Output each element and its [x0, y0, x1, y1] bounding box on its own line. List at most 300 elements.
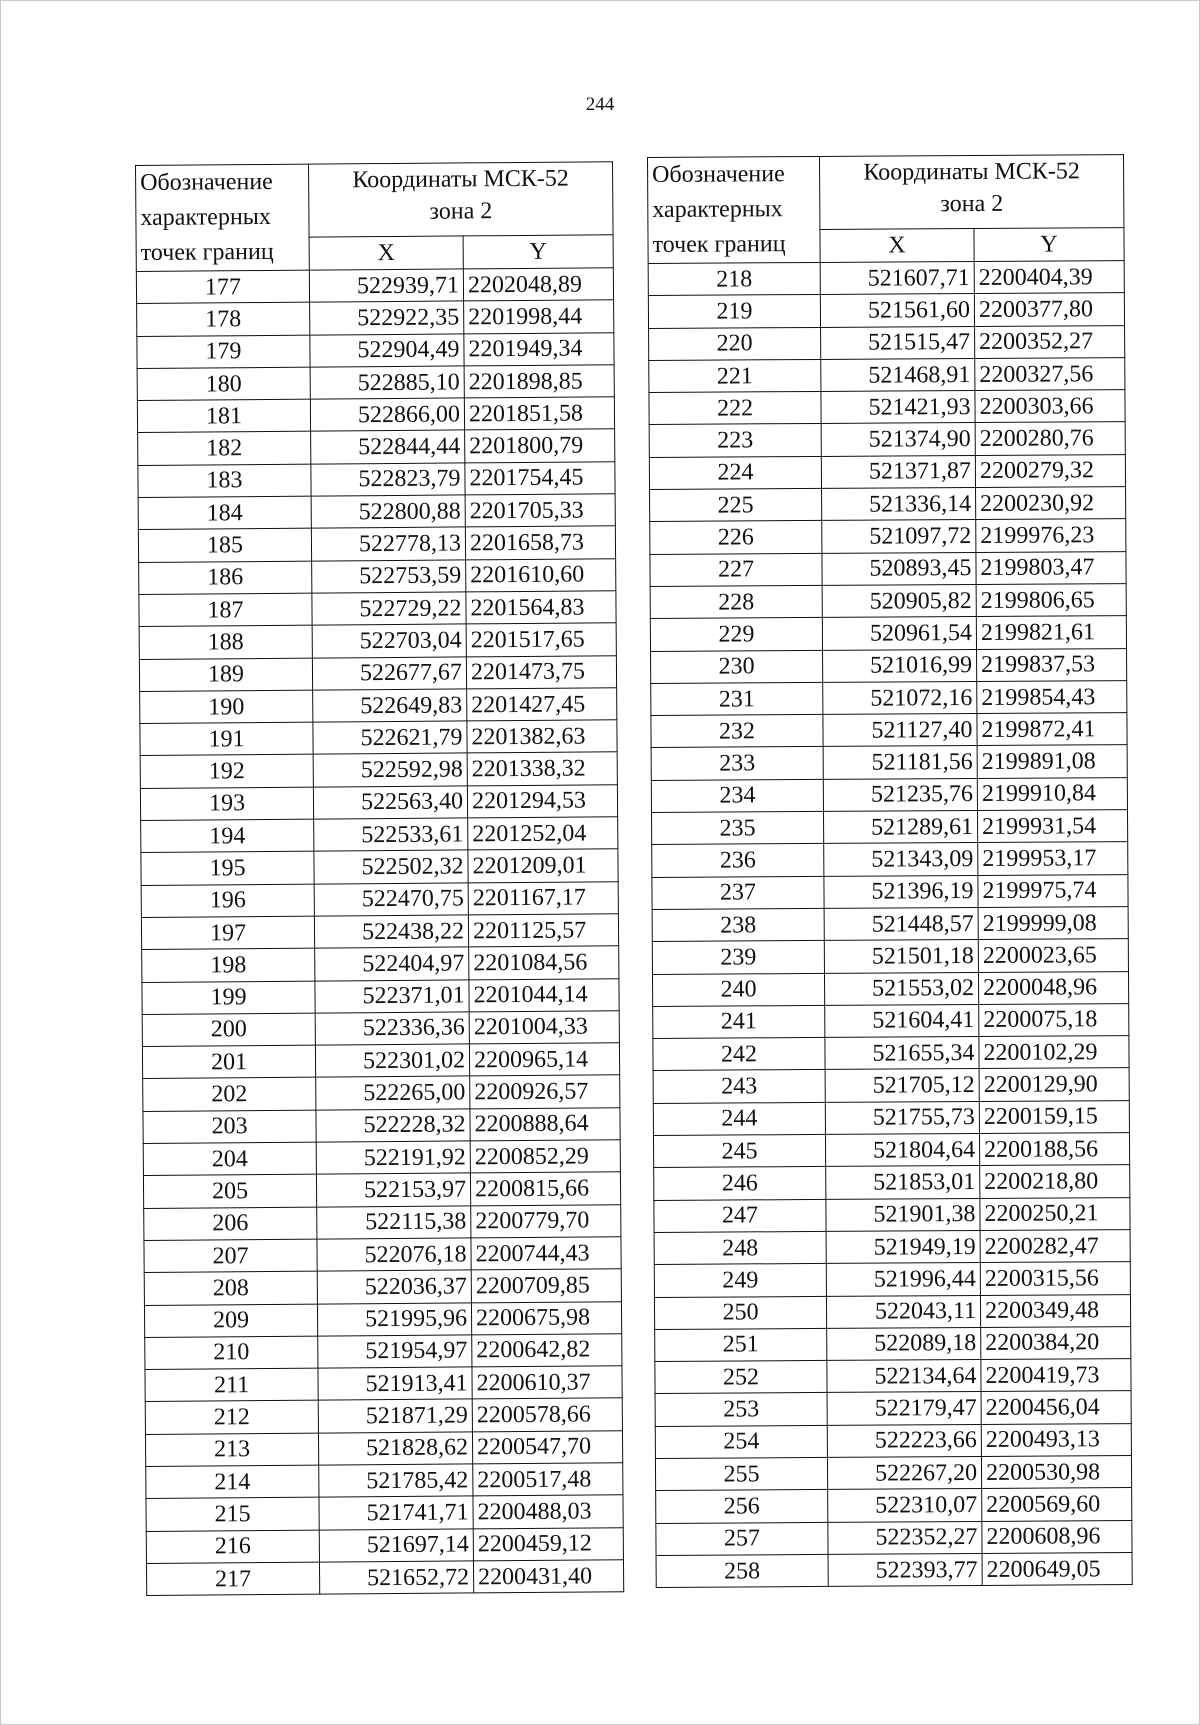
- x-coordinate-cell: 521995,96: [317, 1302, 471, 1336]
- coordinates-table-body: [136, 268, 623, 1596]
- table-row: [145, 1430, 622, 1466]
- x-coordinate-cell: 522301,02: [315, 1044, 469, 1078]
- points-column-header: [648, 156, 821, 263]
- point-number-cell: 220: [649, 327, 821, 360]
- x-coordinate-cell: 521448,57: [824, 907, 978, 940]
- point-number-cell: 181: [137, 399, 310, 433]
- y-coordinate-cell: 2200779,70: [471, 1204, 621, 1237]
- x-coordinate-cell: 522267,20: [827, 1456, 981, 1489]
- y-coordinate-cell: 2201517,65: [466, 623, 616, 656]
- table-row: [650, 584, 1126, 619]
- x-coordinate-cell: 522115,38: [317, 1206, 471, 1240]
- y-coordinate-cell: 2200744,43: [471, 1237, 621, 1270]
- x-coordinate-cell: 522228,32: [316, 1109, 470, 1143]
- y-coordinate-cell: 2199999,08: [978, 907, 1128, 940]
- y-column-header: Y: [974, 228, 1124, 262]
- table-row: [145, 1366, 622, 1402]
- point-number-cell: 229: [650, 618, 822, 651]
- x-coordinate-cell: 521996,44: [826, 1263, 980, 1296]
- point-number-cell: 183: [138, 464, 311, 498]
- x-coordinate-cell: 522844,44: [311, 430, 465, 464]
- y-coordinate-cell: 2199910,84: [977, 777, 1127, 810]
- table-row: [138, 494, 615, 530]
- coordinates-group-header: [819, 155, 1123, 230]
- x-coordinate-cell: 521127,40: [823, 714, 977, 747]
- point-number-cell: 180: [137, 367, 310, 401]
- y-coordinate-cell: 2200075,18: [979, 1003, 1129, 1036]
- x-coordinate-cell: 521289,61: [824, 811, 978, 844]
- x-coordinate-cell: 521853,01: [826, 1166, 980, 1199]
- table-row: [146, 1463, 623, 1499]
- table-row: [137, 365, 614, 401]
- coordinates-header-line: зона 2: [940, 190, 1004, 218]
- point-number-cell: 204: [143, 1142, 316, 1176]
- x-coordinate-cell: 521705,12: [825, 1069, 979, 1102]
- table-row: [654, 1294, 1130, 1329]
- points-column-header: [136, 164, 310, 271]
- x-coordinate-cell: 521371,87: [821, 455, 975, 488]
- y-coordinate-cell: 2200230,92: [976, 487, 1126, 520]
- point-number-cell: 217: [146, 1562, 319, 1596]
- x-coordinate-cell: 521652,72: [319, 1561, 473, 1595]
- table-row: [137, 300, 614, 336]
- point-number-cell: 197: [141, 916, 314, 950]
- table-row: [143, 1172, 620, 1208]
- point-number-cell: 235: [652, 811, 824, 844]
- point-number-cell: 185: [138, 529, 311, 563]
- x-coordinate-cell: 521561,60: [820, 294, 974, 327]
- coordinates-header-line: зона 2: [429, 198, 493, 225]
- coordinates-group-header: [308, 162, 613, 238]
- point-number-cell: 216: [146, 1530, 319, 1564]
- point-number-cell: 201: [142, 1045, 315, 1079]
- table-row: [651, 713, 1127, 748]
- table-row: [649, 357, 1125, 392]
- y-coordinate-cell: 2201610,60: [466, 558, 616, 591]
- y-coordinate-cell: 2200250,21: [980, 1197, 1130, 1230]
- table-row: [138, 429, 615, 465]
- point-number-cell: 196: [141, 884, 314, 918]
- y-coordinate-cell: 2201754,45: [465, 462, 615, 495]
- y-coordinate-cell: 2200315,56: [980, 1262, 1130, 1295]
- x-coordinate-cell: 522470,75: [314, 883, 468, 917]
- point-number-cell: 242: [653, 1038, 825, 1071]
- y-coordinate-cell: 2200377,80: [974, 293, 1124, 326]
- x-coordinate-cell: 521697,14: [319, 1528, 473, 1562]
- point-number-cell: 227: [650, 553, 822, 586]
- x-coordinate-cell: 521755,73: [825, 1101, 979, 1134]
- y-coordinate-cell: 2201427,45: [467, 688, 617, 721]
- table-row: [652, 842, 1128, 877]
- y-coordinate-cell: 2200649,05: [982, 1552, 1132, 1585]
- x-coordinate-cell: 522800,88: [311, 495, 465, 529]
- x-column-header: X: [309, 236, 463, 270]
- y-coordinate-cell: 2200852,29: [470, 1140, 620, 1173]
- x-coordinate-cell: 522563,40: [313, 786, 467, 820]
- table-row: [139, 558, 616, 594]
- x-coordinate-cell: 522404,97: [315, 947, 469, 981]
- table-row: [656, 1520, 1132, 1555]
- table-row: [143, 1140, 620, 1176]
- table-row: [143, 1075, 620, 1111]
- table-row: [140, 720, 617, 756]
- y-coordinate-cell: 2200569,60: [982, 1488, 1132, 1521]
- x-coordinate-cell: 521097,72: [822, 520, 976, 553]
- table-row: [139, 591, 616, 627]
- y-coordinate-cell: 2201125,57: [468, 914, 618, 947]
- y-coordinate-cell: 2201705,33: [465, 494, 615, 527]
- x-coordinate-cell: 521374,90: [821, 423, 975, 456]
- table-row: [146, 1560, 623, 1596]
- point-number-cell: 219: [648, 295, 820, 328]
- table-row: [139, 623, 616, 659]
- x-coordinate-cell: 522778,13: [311, 527, 465, 561]
- y-coordinate-cell: 2201167,17: [468, 881, 618, 914]
- table-row: [653, 1100, 1129, 1135]
- point-number-cell: 234: [651, 779, 823, 812]
- x-coordinate-cell: 521954,97: [318, 1335, 472, 1369]
- table-row: [141, 881, 618, 917]
- coordinates-header-line: Координаты МСК-52: [863, 158, 1080, 186]
- point-number-cell: 198: [142, 948, 315, 982]
- page-number: 244: [585, 94, 615, 115]
- x-coordinate-cell: 521785,42: [319, 1464, 473, 1498]
- x-coordinate-cell: 520893,45: [822, 552, 976, 585]
- point-number-cell: 246: [654, 1167, 826, 1200]
- table-row: [652, 810, 1128, 845]
- x-coordinate-cell: 521336,14: [822, 488, 976, 521]
- table-row: [145, 1334, 622, 1370]
- x-coordinate-cell: 522438,22: [314, 915, 468, 949]
- table-row: [651, 680, 1127, 715]
- coordinates-table-body: [648, 261, 1132, 1588]
- point-number-cell: 214: [146, 1465, 319, 1499]
- coordinates-table-left: [135, 161, 624, 1596]
- y-coordinate-cell: 2200279,32: [975, 454, 1125, 487]
- x-coordinate-cell: 521468,91: [821, 358, 975, 391]
- point-number-cell: 257: [656, 1522, 828, 1555]
- x-coordinate-cell: 522336,36: [315, 1012, 469, 1046]
- y-coordinate-cell: 2200303,66: [975, 390, 1125, 423]
- point-number-cell: 247: [654, 1199, 826, 1232]
- point-number-cell: 218: [648, 262, 820, 295]
- y-coordinate-cell: 2200578,66: [472, 1398, 622, 1431]
- point-number-cell: 224: [649, 456, 821, 489]
- table-row: [649, 325, 1125, 360]
- y-coordinate-cell: 2201209,01: [468, 849, 618, 882]
- table-row: [653, 1133, 1129, 1168]
- table-row: [653, 1036, 1129, 1071]
- point-number-cell: 209: [144, 1304, 317, 1338]
- table-row: [651, 777, 1127, 812]
- table-row: [649, 454, 1125, 489]
- point-number-cell: 244: [653, 1102, 825, 1135]
- point-number-cell: 182: [138, 432, 311, 466]
- point-number-cell: 245: [653, 1134, 825, 1167]
- point-number-cell: 223: [649, 424, 821, 457]
- x-coordinate-cell: 522621,79: [313, 721, 467, 755]
- point-number-cell: 195: [141, 851, 314, 885]
- x-coordinate-cell: 521604,41: [825, 1004, 979, 1037]
- table-row: [648, 261, 1124, 296]
- x-coordinate-cell: 522036,37: [317, 1270, 471, 1304]
- x-coordinate-cell: 521396,19: [824, 875, 978, 908]
- point-number-cell: 228: [650, 585, 822, 618]
- x-coordinate-cell: 522939,71: [309, 269, 463, 303]
- y-coordinate-cell: 2200023,65: [978, 939, 1128, 972]
- y-coordinate-cell: 2200926,57: [470, 1075, 620, 1108]
- table-row: [651, 745, 1127, 780]
- x-coordinate-cell: 521016,99: [823, 649, 977, 682]
- table-row: [653, 1068, 1129, 1103]
- point-number-cell: 233: [651, 747, 823, 780]
- table-row: [649, 390, 1125, 425]
- y-coordinate-cell: 2200459,12: [473, 1527, 623, 1560]
- table-row: [142, 946, 619, 982]
- x-coordinate-cell: 522885,10: [310, 366, 464, 400]
- table-row: [146, 1527, 623, 1563]
- x-coordinate-cell: 521655,34: [825, 1037, 979, 1070]
- x-coordinate-cell: 521901,38: [826, 1198, 980, 1231]
- y-coordinate-cell: 2200488,03: [473, 1495, 623, 1528]
- x-coordinate-cell: 521515,47: [821, 326, 975, 359]
- table-row: [651, 648, 1127, 683]
- table-row: [655, 1391, 1131, 1426]
- point-number-cell: 243: [653, 1070, 825, 1103]
- table-row: [136, 268, 613, 304]
- point-number-cell: 205: [143, 1174, 316, 1208]
- table-row: [655, 1423, 1131, 1458]
- table-row: [656, 1488, 1132, 1523]
- y-coordinate-cell: 2199806,65: [976, 584, 1126, 617]
- points-header-line: точек границ: [140, 238, 274, 266]
- table-row: [137, 397, 614, 433]
- table-row: [139, 655, 616, 691]
- point-number-cell: 258: [656, 1554, 828, 1587]
- y-coordinate-cell: 2200349,48: [980, 1294, 1130, 1327]
- x-coordinate-cell: 521421,93: [821, 391, 975, 424]
- y-coordinate-cell: 2200675,98: [471, 1301, 621, 1334]
- point-number-cell: 189: [139, 658, 312, 692]
- x-coordinate-cell: 522265,00: [316, 1076, 470, 1110]
- x-coordinate-cell: 520961,54: [822, 617, 976, 650]
- x-coordinate-cell: 521343,09: [824, 843, 978, 876]
- point-number-cell: 237: [652, 876, 824, 909]
- point-number-cell: 211: [145, 1368, 318, 1402]
- point-number-cell: 200: [142, 1013, 315, 1047]
- y-coordinate-cell: 2200642,82: [472, 1334, 622, 1367]
- point-number-cell: 179: [137, 335, 310, 369]
- x-coordinate-cell: 522179,47: [827, 1392, 981, 1425]
- coordinates-header-line: Координаты МСК-52: [352, 165, 569, 194]
- point-number-cell: 208: [144, 1271, 317, 1305]
- point-number-cell: 213: [145, 1433, 318, 1467]
- x-coordinate-cell: 522089,18: [827, 1327, 981, 1360]
- x-coordinate-cell: 522191,92: [316, 1141, 470, 1175]
- x-coordinate-cell: 521072,16: [823, 681, 977, 714]
- table-row: [655, 1359, 1131, 1394]
- table-row: [138, 462, 615, 498]
- table-row: [137, 332, 614, 368]
- point-number-cell: 238: [652, 908, 824, 941]
- table-row: [652, 874, 1128, 909]
- point-number-cell: 252: [655, 1361, 827, 1394]
- point-number-cell: 188: [139, 625, 312, 659]
- y-coordinate-cell: 2200159,15: [979, 1100, 1129, 1133]
- table-row: [144, 1204, 621, 1240]
- y-coordinate-cell: 2200965,14: [469, 1043, 619, 1076]
- x-coordinate-cell: 520905,82: [822, 584, 976, 617]
- point-number-cell: 215: [146, 1497, 319, 1531]
- y-coordinate-cell: 2199976,23: [976, 519, 1126, 552]
- table-row: [654, 1165, 1130, 1200]
- y-coordinate-cell: 2201564,83: [466, 591, 616, 624]
- point-number-cell: 222: [649, 392, 821, 425]
- point-number-cell: 199: [142, 981, 315, 1015]
- table-row: [652, 971, 1128, 1006]
- x-coordinate-cell: 522533,61: [314, 818, 468, 852]
- point-number-cell: 239: [652, 941, 824, 974]
- y-coordinate-cell: 2200048,96: [978, 971, 1128, 1004]
- y-coordinate-cell: 2200129,90: [979, 1068, 1129, 1101]
- y-coordinate-cell: 2199975,74: [978, 874, 1128, 907]
- table-row: [650, 616, 1126, 651]
- point-number-cell: 193: [140, 787, 313, 821]
- table-row: [140, 784, 617, 820]
- table-row: [654, 1262, 1130, 1297]
- point-number-cell: 249: [654, 1264, 826, 1297]
- point-number-cell: 192: [140, 755, 313, 789]
- x-coordinate-cell: 522043,11: [826, 1295, 980, 1328]
- x-coordinate-cell: 521501,18: [824, 940, 978, 973]
- y-coordinate-cell: 2201294,53: [467, 784, 617, 817]
- table-row: [138, 526, 615, 562]
- point-number-cell: 194: [141, 819, 314, 853]
- table-row: [140, 752, 617, 788]
- points-header-line: Обозначение: [652, 161, 785, 188]
- table-row: [144, 1301, 621, 1337]
- point-number-cell: 230: [651, 650, 823, 683]
- table-row: [142, 1043, 619, 1079]
- x-coordinate-cell: 521804,64: [825, 1134, 979, 1167]
- point-number-cell: 221: [649, 359, 821, 392]
- x-coordinate-cell: 522866,00: [310, 398, 464, 432]
- x-coordinate-cell: 522310,07: [828, 1489, 982, 1522]
- points-header-line: Обозначение: [140, 168, 273, 196]
- point-number-cell: 187: [139, 593, 312, 627]
- y-coordinate-cell: 2199891,08: [977, 745, 1127, 778]
- point-number-cell: 225: [650, 489, 822, 522]
- point-number-cell: 226: [650, 521, 822, 554]
- point-number-cell: 186: [139, 561, 312, 595]
- point-number-cell: 250: [654, 1296, 826, 1329]
- point-number-cell: 255: [655, 1457, 827, 1490]
- x-coordinate-cell: 521553,02: [824, 972, 978, 1005]
- point-number-cell: 241: [653, 1005, 825, 1038]
- x-coordinate-cell: 521871,29: [318, 1399, 472, 1433]
- table-row: [145, 1398, 622, 1434]
- table-row: [648, 293, 1124, 328]
- y-coordinate-cell: 2200218,80: [980, 1165, 1130, 1198]
- x-coordinate-cell: 522592,98: [313, 753, 467, 787]
- table-row: [652, 907, 1128, 942]
- y-column-header: Y: [463, 235, 613, 269]
- table-row: [144, 1237, 621, 1273]
- x-coordinate-cell: 521949,19: [826, 1230, 980, 1263]
- x-coordinate-cell: 521181,56: [823, 746, 977, 779]
- point-number-cell: 236: [652, 844, 824, 877]
- y-coordinate-cell: 2200530,98: [981, 1456, 1131, 1489]
- y-coordinate-cell: 2200102,29: [979, 1036, 1129, 1069]
- coordinates-table-right: [647, 154, 1133, 1588]
- x-coordinate-cell: 522393,77: [828, 1553, 982, 1586]
- x-coordinate-cell: 522352,27: [828, 1521, 982, 1554]
- y-coordinate-cell: 2201252,04: [468, 817, 618, 850]
- x-coordinate-cell: 522753,59: [312, 560, 466, 594]
- x-coordinate-cell: 522371,01: [315, 979, 469, 1013]
- x-coordinate-cell: 522703,04: [312, 624, 466, 658]
- table-row: [146, 1495, 623, 1531]
- x-coordinate-cell: 521741,71: [319, 1496, 473, 1530]
- y-coordinate-cell: 2201004,33: [469, 1011, 619, 1044]
- y-coordinate-cell: 2200384,20: [981, 1326, 1131, 1359]
- x-coordinate-cell: 521235,76: [823, 778, 977, 811]
- point-number-cell: 190: [140, 690, 313, 724]
- x-coordinate-cell: 522729,22: [312, 592, 466, 626]
- x-coordinate-cell: 522677,67: [312, 656, 466, 690]
- x-coordinate-cell: 522223,66: [827, 1424, 981, 1457]
- points-header-line: характерных: [652, 196, 783, 223]
- y-coordinate-cell: 2201949,34: [464, 332, 614, 365]
- table-row: [655, 1456, 1131, 1491]
- y-coordinate-cell: 2200547,70: [472, 1430, 622, 1463]
- y-coordinate-cell: 2200888,64: [470, 1107, 620, 1140]
- point-number-cell: 184: [138, 496, 311, 530]
- y-coordinate-cell: 2200404,39: [974, 261, 1124, 294]
- table-row: [652, 939, 1128, 974]
- x-coordinate-cell: 521913,41: [318, 1367, 472, 1401]
- x-coordinate-cell: 522904,49: [310, 334, 464, 368]
- table-row: [649, 422, 1125, 457]
- point-number-cell: 240: [652, 973, 824, 1006]
- table-row: [656, 1552, 1132, 1587]
- table-row: [654, 1229, 1130, 1264]
- point-number-cell: 231: [651, 682, 823, 715]
- table-row: [650, 551, 1126, 586]
- y-coordinate-cell: 2199803,47: [976, 551, 1126, 584]
- y-coordinate-cell: 2201044,14: [469, 978, 619, 1011]
- y-coordinate-cell: 2199837,53: [977, 648, 1127, 681]
- y-coordinate-cell: 2201084,56: [469, 946, 619, 979]
- y-coordinate-cell: 2200431,40: [473, 1560, 623, 1593]
- table-row: [654, 1197, 1130, 1232]
- y-coordinate-cell: 2201998,44: [464, 300, 614, 333]
- y-coordinate-cell: 2201851,58: [464, 397, 614, 430]
- point-number-cell: 253: [655, 1393, 827, 1426]
- point-number-cell: 191: [140, 722, 313, 756]
- table-row: [142, 978, 619, 1014]
- point-number-cell: 212: [145, 1400, 318, 1434]
- table-row: [140, 688, 617, 724]
- point-number-cell: 177: [136, 270, 309, 304]
- x-coordinate-cell: 522922,35: [310, 301, 464, 335]
- y-coordinate-cell: 2200327,56: [975, 357, 1125, 390]
- x-coordinate-cell: 522823,79: [311, 463, 465, 497]
- point-number-cell: 207: [144, 1239, 317, 1273]
- y-coordinate-cell: 2200188,56: [979, 1133, 1129, 1166]
- point-number-cell: 202: [143, 1078, 316, 1112]
- y-coordinate-cell: 2201473,75: [466, 655, 616, 688]
